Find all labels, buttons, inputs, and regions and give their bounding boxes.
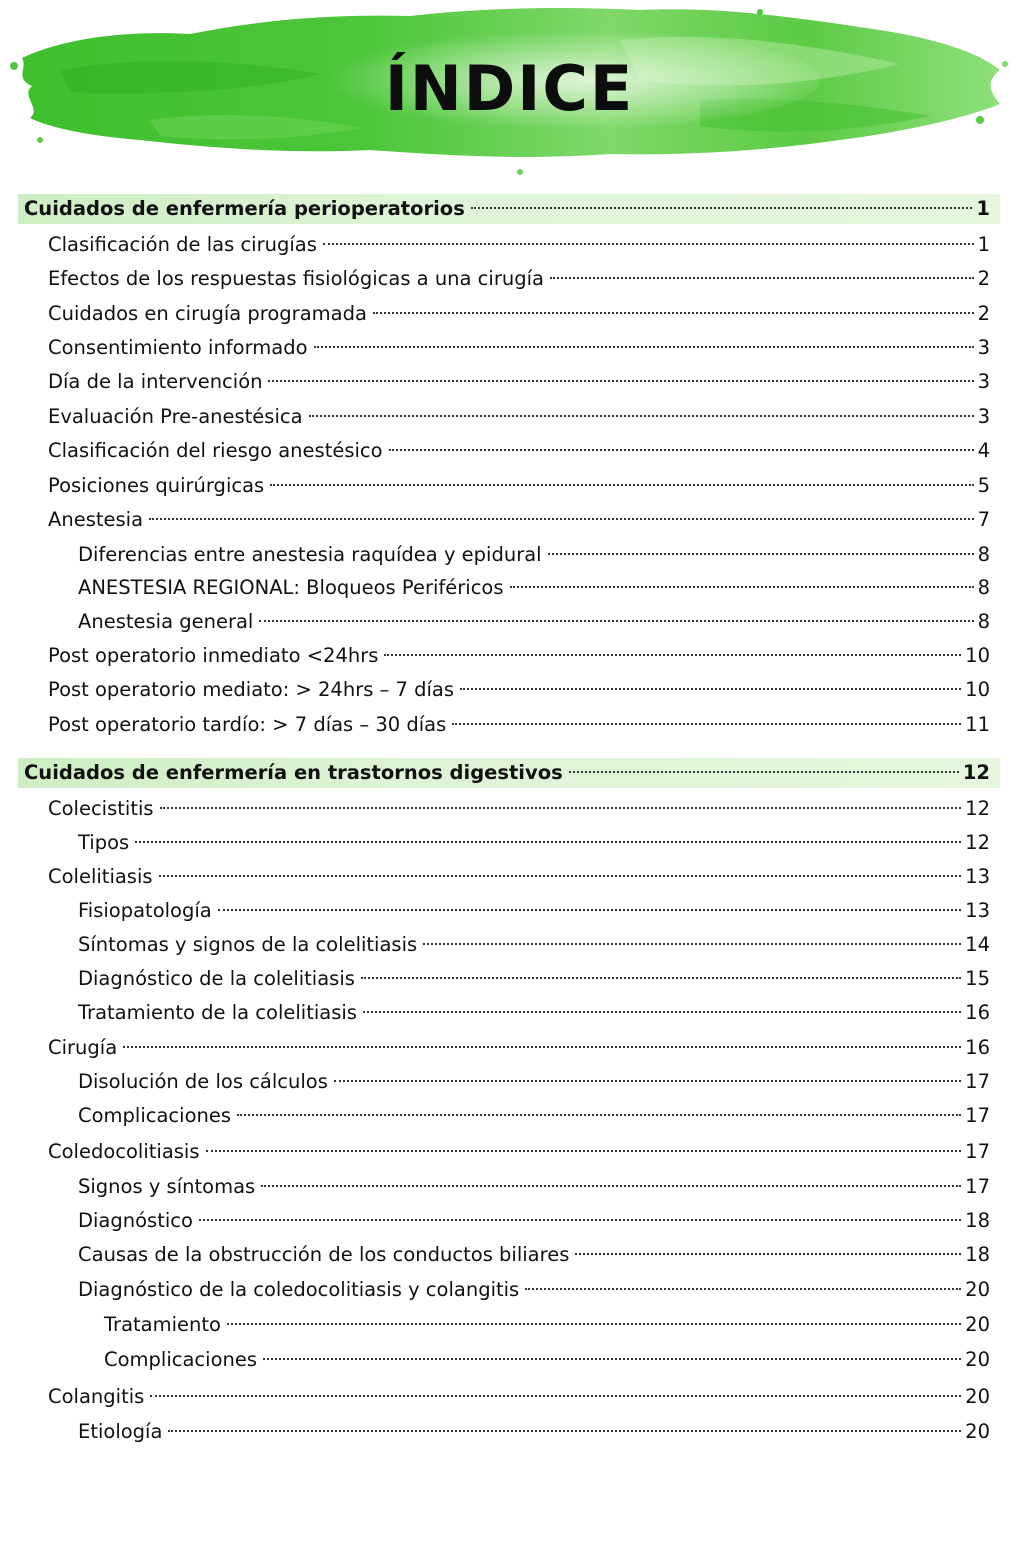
- toc-page-number: 12: [965, 797, 990, 820]
- toc-title: Día de la intervención: [48, 370, 263, 393]
- toc-page-number: 7: [977, 508, 990, 531]
- dot-leader: [150, 1395, 961, 1397]
- toc-title: Tratamiento de la colelitiasis: [78, 1001, 357, 1024]
- dot-leader: [199, 1219, 961, 1221]
- dot-leader: [270, 484, 973, 486]
- dot-leader: [227, 1323, 961, 1325]
- toc-entry[interactable]: [78, 1417, 990, 1447]
- toc-page-number: 16: [965, 1036, 990, 1059]
- toc-entry[interactable]: [48, 862, 990, 892]
- dot-leader: [471, 207, 973, 209]
- toc-title: ANESTESIA REGIONAL: Bloqueos Periféricos: [78, 576, 504, 599]
- toc-section[interactable]: [24, 194, 990, 224]
- dot-leader: [263, 1358, 961, 1360]
- toc-page-number: 17: [965, 1070, 990, 1093]
- toc-entry[interactable]: [48, 1137, 990, 1167]
- toc-page-number: 20: [965, 1278, 990, 1301]
- toc-page-number: 18: [965, 1243, 990, 1266]
- toc-page-number: 10: [965, 678, 990, 701]
- toc-page-number: 3: [977, 336, 990, 359]
- toc-title: Evaluación Pre-anestésica: [48, 405, 303, 428]
- toc-page-number: 4: [977, 439, 990, 462]
- toc-entry[interactable]: [48, 794, 990, 824]
- dot-leader: [160, 807, 962, 809]
- toc-title: Consentimiento informado: [48, 336, 308, 359]
- toc-page-number: 14: [965, 933, 990, 956]
- toc-page-number: 13: [965, 865, 990, 888]
- toc-title: Colecistitis: [48, 797, 154, 820]
- dot-leader: [309, 415, 974, 417]
- dot-leader: [389, 449, 974, 451]
- toc-entry[interactable]: [48, 1033, 990, 1063]
- toc-entry[interactable]: [78, 930, 990, 960]
- toc-title: Post operatorio mediato: > 24hrs – 7 días: [48, 678, 455, 701]
- toc-page-number: 13: [965, 899, 990, 922]
- toc-entry[interactable]: [78, 1172, 990, 1202]
- toc-page-number: 3: [977, 370, 990, 393]
- toc-page-number: 12: [965, 831, 990, 854]
- toc-page-number: 20: [965, 1420, 990, 1443]
- page-title: ÍNDICE: [384, 52, 635, 125]
- dot-leader: [575, 1253, 961, 1255]
- toc-entry[interactable]: [48, 264, 990, 294]
- toc-entry[interactable]: [78, 573, 990, 603]
- toc-title: Diagnóstico de la colelitiasis: [78, 967, 355, 990]
- dot-leader: [323, 243, 974, 245]
- toc-entry[interactable]: [78, 896, 990, 926]
- toc-title: Colangitis: [48, 1385, 145, 1408]
- toc-entry[interactable]: [78, 1206, 990, 1236]
- toc-page-number: 17: [965, 1140, 990, 1163]
- toc-page-number: 20: [965, 1348, 990, 1371]
- toc-entry[interactable]: [48, 641, 990, 671]
- toc-entry[interactable]: [48, 1382, 990, 1412]
- dot-leader: [135, 841, 961, 843]
- toc-title: Diferencias entre anestesia raquídea y epidural: [78, 543, 542, 566]
- toc-title: Complicaciones: [104, 1348, 258, 1371]
- toc-page-number: 11: [965, 713, 990, 736]
- toc-page-number: 8: [977, 610, 990, 633]
- toc-entry[interactable]: [78, 964, 990, 994]
- dot-leader: [149, 518, 974, 520]
- toc-title: Cuidados de enfermería en trastornos digestivos: [24, 761, 563, 784]
- toc-entry[interactable]: [48, 299, 990, 329]
- dot-leader: [314, 346, 974, 348]
- toc-entry[interactable]: [48, 505, 990, 535]
- toc-title: Disolución de los cálculos: [78, 1070, 328, 1093]
- toc-entry[interactable]: [78, 1101, 990, 1131]
- toc-page-number: 20: [965, 1385, 990, 1408]
- toc-title: Cuidados en cirugía programada: [48, 302, 367, 325]
- toc-page-number: 16: [965, 1001, 990, 1024]
- dot-leader: [363, 1011, 961, 1013]
- toc-entry[interactable]: [48, 471, 990, 501]
- dot-leader: [159, 875, 962, 877]
- toc-title: Anestesia general: [78, 610, 254, 633]
- dot-leader: [261, 1185, 961, 1187]
- toc-entry[interactable]: [78, 828, 990, 858]
- dot-leader: [206, 1150, 962, 1152]
- toc-page-number: 17: [965, 1175, 990, 1198]
- toc-entry[interactable]: [48, 436, 990, 466]
- toc-title: Coledocolitiasis: [48, 1140, 200, 1163]
- dot-leader: [259, 620, 973, 622]
- dot-leader: [237, 1114, 961, 1116]
- toc-entry[interactable]: [48, 230, 990, 260]
- dot-leader: [423, 943, 961, 945]
- dot-leader: [525, 1288, 961, 1290]
- toc-page-number: 17: [965, 1104, 990, 1127]
- toc-title: Posiciones quirúrgicas: [48, 474, 265, 497]
- toc-page-number: 2: [977, 302, 990, 325]
- toc-entry[interactable]: [78, 540, 990, 570]
- toc-entry[interactable]: [48, 402, 990, 432]
- toc-entry[interactable]: [78, 998, 990, 1028]
- toc-title: Tipos: [78, 831, 130, 854]
- toc-title: Tratamiento: [104, 1313, 221, 1336]
- toc-title: Clasificación de las cirugías: [48, 233, 317, 256]
- toc-entry[interactable]: [104, 1310, 990, 1340]
- toc-entry[interactable]: [104, 1345, 990, 1375]
- toc-title: Clasificación del riesgo anestésico: [48, 439, 383, 462]
- toc-page-number: 1: [976, 197, 990, 220]
- dot-leader: [268, 380, 973, 382]
- toc-entry[interactable]: [78, 607, 990, 637]
- toc-title: Síntomas y signos de la colelitiasis: [78, 933, 418, 956]
- toc-page-number: 8: [977, 576, 990, 599]
- dot-leader: [460, 688, 961, 690]
- toc-page-number: 12: [962, 761, 990, 784]
- dot-leader: [510, 586, 974, 588]
- dot-leader: [168, 1430, 961, 1432]
- toc-title: Complicaciones: [78, 1104, 232, 1127]
- dot-leader: [361, 977, 961, 979]
- toc-page-number: 20: [965, 1313, 990, 1336]
- toc-title: Cuidados de enfermería perioperatorios: [24, 197, 465, 220]
- dot-leader: [452, 723, 961, 725]
- toc-title: Diagnóstico de la coledocolitiasis y colangitis: [78, 1278, 520, 1301]
- toc-page-number: 5: [977, 474, 990, 497]
- toc-title: Signos y síntomas: [78, 1175, 256, 1198]
- toc-entry[interactable]: [78, 1275, 990, 1305]
- toc-page-number: 2: [977, 267, 990, 290]
- toc-entry[interactable]: [48, 710, 990, 740]
- toc-page-number: 18: [965, 1209, 990, 1232]
- toc-title: Fisiopatología: [78, 899, 212, 922]
- toc-entry[interactable]: [48, 333, 990, 363]
- dot-leader: [373, 312, 974, 314]
- toc-title: Causas de la obstrucción de los conductos biliares: [78, 1243, 570, 1266]
- toc-section[interactable]: [24, 758, 990, 788]
- dot-leader: [569, 771, 959, 773]
- toc-title: Diagnóstico: [78, 1209, 193, 1232]
- toc-entry[interactable]: [48, 367, 990, 397]
- toc-title: Colelitiasis: [48, 865, 153, 888]
- toc-page-number: 8: [977, 543, 990, 566]
- toc-page-number: 15: [965, 967, 990, 990]
- toc-title: Efectos de los respuestas fisiológicas a una cirugía: [48, 267, 544, 290]
- toc-page-number: 3: [977, 405, 990, 428]
- dot-leader: [123, 1046, 961, 1048]
- toc-title: Cirugía: [48, 1036, 118, 1059]
- dot-leader: [548, 553, 974, 555]
- dot-leader: [384, 654, 961, 656]
- toc-title: Post operatorio inmediato <24hrs: [48, 644, 379, 667]
- toc-entry[interactable]: [78, 1240, 990, 1270]
- dot-leader: [334, 1080, 961, 1082]
- toc-title: Etiología: [78, 1420, 163, 1443]
- toc-page-number: 1: [977, 233, 990, 256]
- dot-leader: [218, 909, 961, 911]
- toc-entry[interactable]: [78, 1067, 990, 1097]
- toc-title: Post operatorio tardío: > 7 días – 30 días: [48, 713, 447, 736]
- dot-leader: [550, 277, 974, 279]
- toc-entry[interactable]: [48, 675, 990, 705]
- toc-title: Anestesia: [48, 508, 144, 531]
- toc-page-number: 10: [965, 644, 990, 667]
